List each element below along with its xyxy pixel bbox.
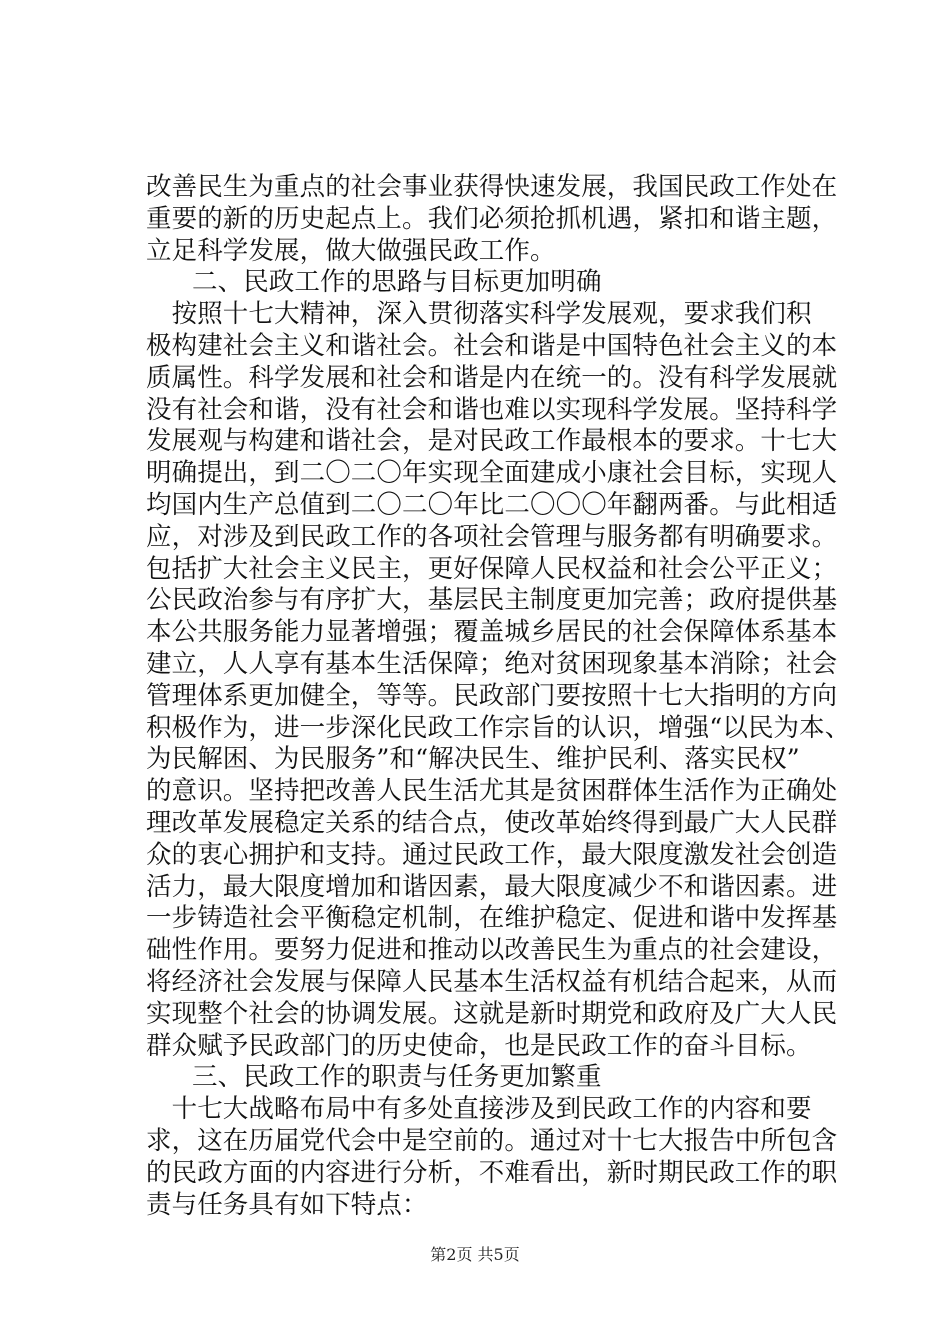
- paragraph-line: 管理体系更加健全，等等。民政部门要按照十七大指明的方向: [146, 680, 838, 711]
- section-heading: 二、民政工作的思路与目标更加明确: [192, 267, 602, 298]
- paragraph-line: 发展观与构建和谐社会，是对民政工作最根本的要求。十七大: [146, 426, 838, 457]
- paragraph-line: 众的衷心拥护和支持。通过民政工作，最大限度激发社会创造: [146, 839, 838, 870]
- paragraph-line: 包括扩大社会主义民主，更好保障人民权益和社会公平正义；: [146, 553, 838, 584]
- paragraph-line: 求，这在历届党代会中是空前的。通过对十七大报告中所包含: [146, 1125, 838, 1156]
- paragraph-line: 将经济社会发展与保障人民基本生活权益有机结合起来，从而: [146, 966, 838, 997]
- paragraph-line: 改善民生为重点的社会事业获得快速发展，我国民政工作处在: [146, 172, 838, 202]
- paragraph-line: 质属性。科学发展和社会和谐是内在统一的。没有科学发展就: [146, 362, 838, 393]
- paragraph-line: 均国内生产总值到二〇二〇年比二〇〇〇年翻两番。与此相适: [146, 489, 838, 520]
- paragraph-line: 积极作为，进一步深化民政工作宗旨的认识，增强“以民为本、: [146, 712, 851, 743]
- paragraph-line: 本公共服务能力显著增强；覆盖城乡居民的社会保障体系基本: [146, 617, 838, 648]
- paragraph-line: 责与任务具有如下特点：: [146, 1189, 428, 1220]
- section-heading: 三、民政工作的职责与任务更加繁重: [192, 1062, 602, 1093]
- paragraph-line: 的民政方面的内容进行分析，不难看出，新时期民政工作的职: [146, 1157, 838, 1188]
- paragraph-line: 群众赋予民政部门的历史使命，也是民政工作的奋斗目标。: [146, 1030, 812, 1061]
- paragraph-line: 理改革发展稳定关系的结合点，使改革始终得到最广大人民群: [146, 807, 838, 838]
- page-footer: 第2页 共5页: [430, 1245, 520, 1264]
- paragraph-line: 没有社会和谐，没有社会和谐也难以实现科学发展。坚持科学: [146, 394, 838, 425]
- paragraph-line: 明确提出，到二〇二〇年实现全面建成小康社会目标，实现人: [146, 458, 838, 489]
- paragraph-line: 极构建社会主义和谐社会。社会和谐是中国特色社会主义的本: [146, 330, 838, 361]
- paragraph-line: 为民解困、为民服务”和“解决民生、维护民利、落实民权”: [146, 744, 800, 775]
- paragraph-line: 应，对涉及到民政工作的各项社会管理与服务都有明确要求。: [146, 521, 838, 552]
- paragraph-line: 公民政治参与有序扩大，基层民主制度更加完善；政府提供基: [146, 585, 838, 616]
- paragraph-line: 重要的新的历史起点上。我们必须抢抓机遇，紧扣和谐主题，: [146, 203, 838, 234]
- document-body: [146, 172, 851, 1221]
- paragraph-line: 的意识。坚持把改善人民生活尤其是贫困群体生活作为正确处: [146, 776, 838, 807]
- paragraph-line: 活力，最大限度增加和谐因素，最大限度减少不和谐因素。进: [146, 871, 838, 902]
- paragraph-line: 一步铸造社会平衡稳定机制，在维护稳定、促进和谐中发挥基: [146, 903, 838, 934]
- paragraph-line: 础性作用。要努力促进和推动以改善民生为重点的社会建设，: [146, 935, 838, 966]
- paragraph-line: 十七大战略布局中有多处直接涉及到民政工作的内容和要: [146, 1094, 812, 1125]
- paragraph-line: 实现整个社会的协调发展。这就是新时期党和政府及广大人民: [146, 998, 838, 1029]
- paragraph-line: 立足科学发展，做大做强民政工作。: [146, 235, 556, 266]
- paragraph-line: 按照十七大精神，深入贯彻落实科学发展观，要求我们积: [146, 299, 812, 330]
- paragraph-line: 建立，人人享有基本生活保障；绝对贫困现象基本消除；社会: [146, 648, 838, 679]
